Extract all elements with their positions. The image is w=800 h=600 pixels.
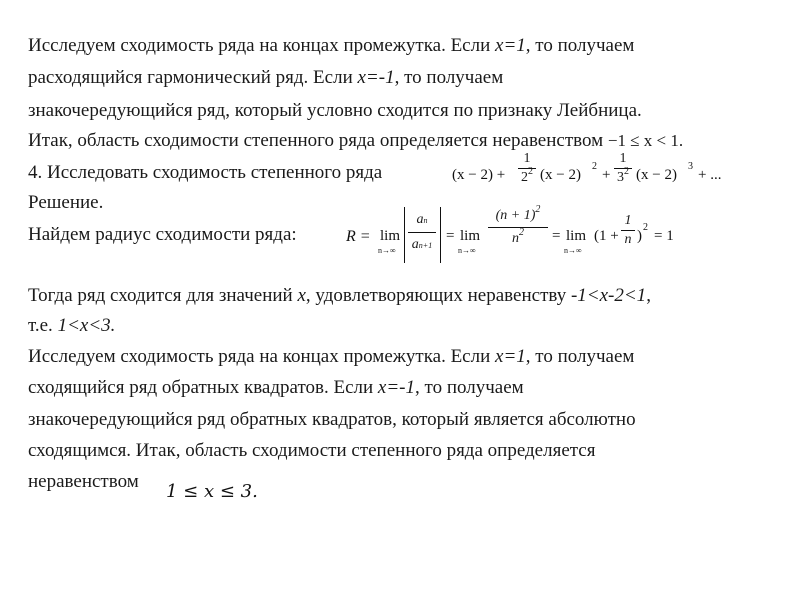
frac-numerator: (n + 1): [495, 208, 536, 223]
exponent: 2: [519, 227, 524, 238]
frac-numerator: a: [416, 212, 424, 227]
math-inline: x: [297, 285, 306, 306]
series-term-2: (x − 2): [540, 167, 581, 183]
text-segment: , то получаем: [525, 35, 635, 56]
text-segment: Исследуем сходимость ряда на концах промежутка. Если: [28, 35, 496, 56]
frac-bar: [621, 230, 635, 231]
text-segment: сходящийся ряд обратных квадратов. Если: [28, 377, 378, 398]
math-inline: x=-1: [377, 377, 416, 398]
radius-result: = 1: [654, 228, 674, 244]
exponent: 2: [535, 204, 541, 215]
text-line-2: [28, 68, 503, 87]
inequality-2: 1 ≤ x ≤ 3.: [166, 481, 258, 502]
frac-denominator: 2: [521, 170, 528, 185]
text-segment: Тогда ряд сходится для значений: [28, 285, 298, 306]
lim-operator: lim: [380, 228, 401, 244]
math-inline: x=-1: [357, 67, 395, 88]
text-segment: , то получаем: [415, 377, 524, 398]
frac-bar: [488, 227, 548, 228]
text-segment: расходящийся гармонический ряд. Если: [28, 67, 358, 88]
frac-denominator: a: [411, 237, 419, 252]
text-segment: , удовлетворяющих неравенству: [305, 285, 571, 306]
frac-bar: [518, 168, 536, 169]
inequality-1: −1 ≤ x < 1.: [607, 131, 684, 150]
paren-open: (1 +: [594, 228, 619, 244]
frac-numerator: 1: [624, 213, 632, 228]
frac-denominator: n: [624, 232, 632, 247]
abs-bar-left: [404, 207, 405, 263]
math-inline: x=1: [495, 35, 526, 56]
text-line-7: [28, 347, 634, 366]
exponent: 2: [528, 166, 533, 177]
exponent: 2: [624, 166, 629, 177]
exponent: 2: [643, 222, 648, 233]
text-line-3: знакочередующийся ряд, который условно сходится по признаку Лейбница.: [28, 100, 642, 121]
abs-bar-right: [440, 207, 441, 263]
series-frac-1: [518, 151, 536, 186]
exponent: 2: [592, 161, 597, 172]
equals-sign: =: [552, 228, 561, 244]
text-line-9: знакочередующийся ряд обратных квадратов, который является абсолютно: [28, 409, 636, 430]
equals-sign: =: [446, 228, 455, 244]
math-inline: 1<x<3.: [57, 315, 116, 336]
text-segment: ,: [646, 285, 651, 306]
text-line-1: [28, 36, 634, 55]
text-line-5: [28, 286, 651, 305]
plus-sign: +: [602, 167, 611, 183]
series-frac-2: [614, 151, 632, 186]
ratio-frac: [408, 212, 436, 253]
subscript: n: [423, 216, 428, 225]
series-term-1: (x − 2) +: [452, 167, 506, 183]
power-frac: [488, 204, 548, 247]
frac-denominator: n: [512, 231, 519, 246]
text-line-8: [28, 378, 524, 397]
frac-numerator: 1: [523, 151, 531, 166]
lim-subscript: n→∞: [378, 246, 396, 255]
lim-operator: lim: [566, 228, 587, 244]
text-segment: , то получаем: [394, 67, 504, 88]
lim-subscript: n→∞: [564, 246, 582, 255]
inverse-frac: [621, 213, 635, 248]
text-segment: Исследуем сходимость ряда на концах промежутка. Если: [28, 346, 496, 367]
text-line-10: сходящимся. Итак, область сходимости степенного ряда определяется: [28, 440, 596, 461]
text-segment: т.е.: [28, 315, 58, 336]
frac-bar: [614, 168, 632, 169]
frac-bar: [408, 232, 436, 233]
text-line-4: [28, 131, 683, 150]
solution-label: Решение.: [28, 192, 104, 213]
radius-symbol: R =: [346, 228, 371, 245]
lim-operator: lim: [460, 228, 481, 244]
text-line-6: [28, 316, 115, 335]
paren-close: ): [637, 228, 642, 244]
math-inline: x=1: [495, 346, 526, 367]
math-inline: -1<x-2<1: [570, 285, 647, 306]
text-segment: Итак, область сходимости степенного ряда определяется неравенством: [28, 130, 604, 151]
radius-label: Найдем радиус сходимости ряда:: [28, 224, 297, 245]
series-tail: + ...: [698, 167, 722, 183]
text-segment: , то получаем: [525, 346, 635, 367]
subscript: n+1: [418, 241, 433, 250]
series-term-3: (x − 2): [636, 167, 677, 183]
task-label: 4. Исследовать сходимость степенного ряда: [28, 162, 383, 183]
lim-subscript: n→∞: [458, 246, 476, 255]
exponent: 3: [688, 161, 693, 172]
frac-denominator: 3: [617, 170, 624, 185]
frac-numerator: 1: [619, 151, 627, 166]
text-line-11: неравенством: [28, 471, 139, 492]
